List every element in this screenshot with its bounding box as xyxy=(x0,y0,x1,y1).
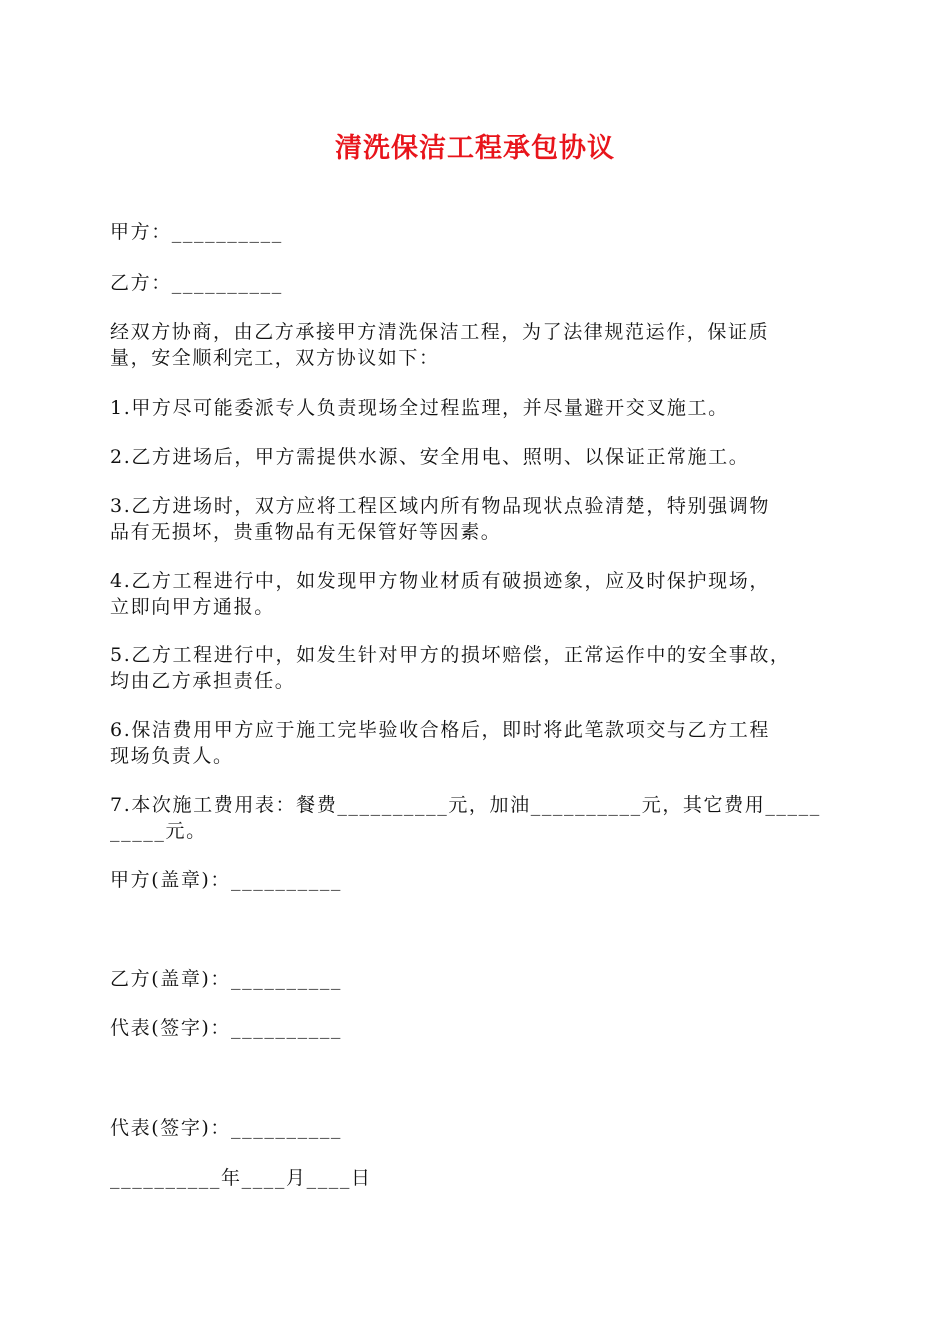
clause-line: 品有无损坏，贵重物品有无保管好等因素。 xyxy=(110,521,502,543)
clause-line: 5.乙方工程进行中，如发生针对甲方的损坏赔偿，正常运作中的安全事故， xyxy=(110,644,791,666)
clause-line: 1.甲方尽可能委派专人负责现场全过程监理，并尽量避开交叉施工。 xyxy=(110,397,729,419)
intro-line: 量，安全顺利完工，双方协议如下： xyxy=(110,347,440,369)
clause-1 xyxy=(110,395,850,421)
date-line: __________年____月____日 xyxy=(110,1167,372,1189)
clause-line: 2.乙方进场后，甲方需提供水源、安全用电、照明、以保证正常施工。 xyxy=(110,446,750,468)
clause-line: 现场负责人。 xyxy=(110,745,234,767)
document-title: 清洗保洁工程承包协议 xyxy=(335,133,615,164)
representative-sign-line: 代表(签字)：__________ xyxy=(110,1017,343,1039)
clause-2 xyxy=(110,444,850,470)
clause-line: _____元。 xyxy=(110,820,207,842)
clause-3 xyxy=(110,493,850,545)
party-b-line: 乙方：__________ xyxy=(110,272,283,294)
clause-line: 7.本次施工费用表：餐费__________元，加油__________元，其它费用_____ xyxy=(110,794,821,816)
clause-line: 4.乙方工程进行中，如发现甲方物业材质有破损迹象，应及时保护现场， xyxy=(110,570,770,592)
party-b-seal-line: 乙方(盖章)：__________ xyxy=(110,968,343,990)
clause-6 xyxy=(110,717,850,769)
intro-paragraph xyxy=(110,319,850,371)
clause-line: 均由乙方承担责任。 xyxy=(110,670,296,692)
clause-line: 立即向甲方通报。 xyxy=(110,596,275,618)
clause-4 xyxy=(110,568,850,620)
intro-line: 经双方协商，由乙方承接甲方清洗保洁工程，为了法律规范运作，保证质 xyxy=(110,321,770,343)
party-a-seal-line: 甲方(盖章)：__________ xyxy=(110,869,343,891)
clause-line: 6.保洁费用甲方应于施工完毕验收合格后，即时将此笔款项交与乙方工程 xyxy=(110,719,770,741)
clause-7 xyxy=(110,792,850,844)
party-a-line: 甲方：__________ xyxy=(110,221,283,243)
clause-line: 3.乙方进场时，双方应将工程区域内所有物品现状点验清楚，特别强调物 xyxy=(110,495,770,517)
clause-5 xyxy=(110,642,850,694)
representative-sign-line: 代表(签字)：__________ xyxy=(110,1117,343,1139)
